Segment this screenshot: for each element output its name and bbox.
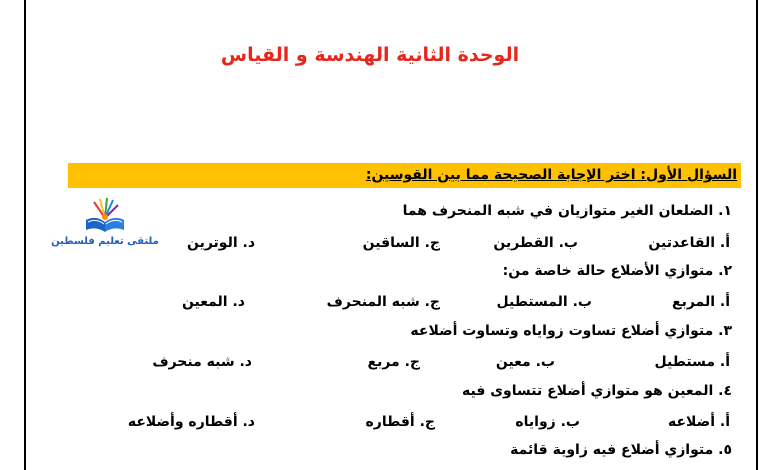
page-border-right: [756, 0, 758, 470]
question-1-option-d[interactable]: د. الوترين: [186, 235, 255, 251]
question-4-option-d[interactable]: د. أقطاره وأضلاعه: [127, 414, 255, 430]
question-2-option-a[interactable]: أ. المربع: [672, 294, 730, 310]
question-3-option-a[interactable]: أ. مستطيل: [654, 354, 730, 370]
question-2-option-c[interactable]: ج. شبه المنحرف: [326, 294, 440, 310]
question-1-option-b[interactable]: ب. القطرين: [493, 235, 578, 251]
book-logo-icon: [50, 196, 160, 236]
question-2-option-b[interactable]: ب. المستطيل: [496, 294, 592, 310]
question-2-text: ٢. متوازي الأضلاع حالة خاصة من:: [502, 263, 732, 279]
question-3-option-d[interactable]: د. شبه منحرف: [152, 354, 252, 370]
question-1-option-c[interactable]: ج. الساقين: [362, 235, 440, 251]
question-3-option-b[interactable]: ب. معين: [495, 354, 555, 370]
unit-title: الوحدة الثانية الهندسة و القياس: [220, 44, 520, 66]
logo-caption: ملتقى تعليم فلسطين: [51, 236, 159, 247]
question-4-option-b[interactable]: ب. زواياه: [515, 414, 580, 430]
question-5-text: ٥. متوازي أضلاع فيه زاوية قائمة: [510, 442, 732, 458]
question-1-text: ١. الضلعان الغير متوازيان في شبه المنحرف هما: [402, 203, 732, 219]
question-section-header: [68, 163, 741, 188]
question-4-option-c[interactable]: ج. أقطاره: [365, 414, 435, 430]
question-4-text: ٤. المعين هو متوازي أضلاع تتساوى فيه: [461, 383, 732, 399]
question-4-option-a[interactable]: أ. أضلاعه: [667, 414, 730, 430]
question-3-text: ٣. متوازي أضلاع تساوت زواياه وتساوت أضلاعه: [410, 323, 732, 339]
site-logo: [50, 196, 160, 254]
question-section-header-text: السؤال الأول: اختر الإجابة الصحيحة مما بين القوسين:: [365, 167, 737, 183]
question-2-option-d[interactable]: د. المعين: [181, 294, 245, 310]
question-1-option-a[interactable]: أ. القاعدتين: [648, 235, 730, 251]
page-border-left: [24, 0, 26, 470]
question-3-option-c[interactable]: ج. مربع: [367, 354, 420, 370]
